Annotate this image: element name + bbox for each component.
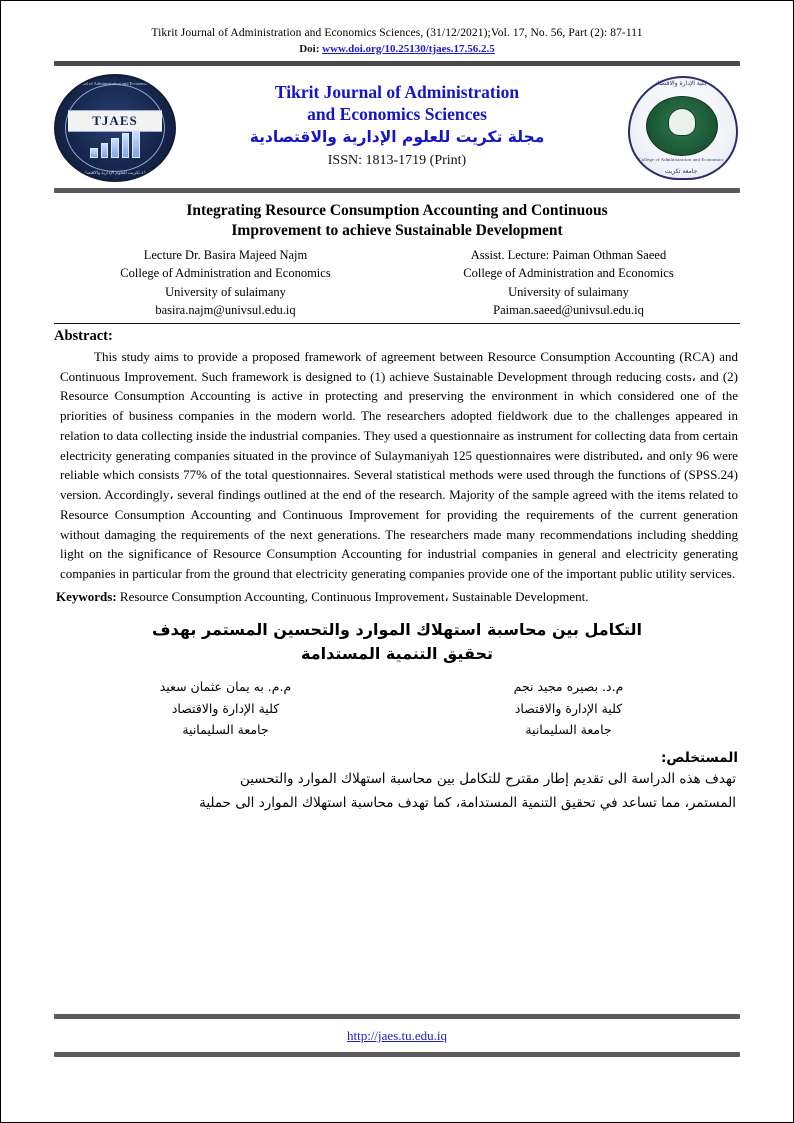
arabic-title xyxy=(84,618,710,666)
arabic-author-2 xyxy=(54,676,397,740)
author-2 xyxy=(397,246,740,319)
masthead-divider xyxy=(54,188,740,193)
seal-ring-text-top: Tikrit Journal of Administration and Economics Sciences xyxy=(63,80,167,86)
journal-title-en-line1: Tikrit Journal of Administration xyxy=(274,81,520,102)
arabic-author-2-university: جامعة السليمانية xyxy=(182,721,269,737)
author-2-name: Assist. Lecture: Paiman Othman Saeed xyxy=(470,248,667,263)
author-2-university: University of sulaimany xyxy=(508,284,629,299)
arabic-abstract-line1: تهدف هذه الدراسة الى تقديم إطار مقترح للتكامل بين محاسبة استهلاك الموارد والتحسين xyxy=(239,771,736,788)
arabic-abstract-label: المستخلص: xyxy=(660,750,738,767)
doi-label: Doi: xyxy=(299,42,320,55)
author-divider xyxy=(54,323,740,324)
keywords-label: Keywords: xyxy=(56,588,117,604)
page-footer xyxy=(54,1014,740,1057)
author-1-name: Lecture Dr. Basira Majeed Najm xyxy=(143,248,308,263)
doi-link[interactable]: www.doi.org/10.25130/tjaes.17.56.2.5 xyxy=(322,42,495,55)
arabic-author-block xyxy=(54,676,740,740)
footer-divider-bottom xyxy=(54,1052,740,1057)
arabic-author-2-college: كلية الإدارة والاقتصاد xyxy=(171,700,280,716)
college-seal-en-bottom: College of Administration and Economics xyxy=(638,156,724,162)
arabic-abstract-text xyxy=(58,768,736,815)
author-1 xyxy=(54,246,397,319)
journal-logo xyxy=(54,74,172,178)
masthead-titles xyxy=(172,82,622,170)
abstract-text: This study aims to provide a proposed framework of agreement between Resource Consumption Accounting (RCA) and Continuous Improvement. Such framework is designed to (1) achieve Sustainable Development through reducing costs، and (2) Resource Consumption Accounting is active in protecting and preserving the environment in which considered one of the priorities of business companies in the modern world. The researchers adopted fieldwork due to the challenges appeared in relation to data collecting inside the industrial companies. They used a questionnaire as instrument for collecting data from certain electricity generating companies situated in the province of Sulaymaniyah 125 questionnaires were distributed، and only 96 were reliable which consists 77% of the total questionnaires. Several statistical methods were used through the functions of (SPSS.24) version. Accordingly، several findings outlined at the end of the research. Majority of the sample agreed with the items related to Resource Consumption Accounting and Continuous Improvement for providing the requirements of the current generation without damaging the requirements of the next generations. The researchers made many recommendations including shedding light on the significance of Resource Consumption Accounting for industrial companies in general and electricity generating companies in particular from the ground that electricity generating companies provide one of the important public utility services. xyxy=(60,348,738,582)
journal-title-ar: مجلة تكريت للعلوم الإدارية والاقتصادية xyxy=(249,128,545,147)
bar-chart-icon xyxy=(90,132,140,158)
journal-issn: ISSN: 1813-1719 (Print) xyxy=(327,153,467,169)
keywords-text: Resource Consumption Accounting, Continuous Improvement، Sustainable Development. xyxy=(119,588,589,604)
arabic-author-1-college: كلية الإدارة والاقتصاد xyxy=(514,700,623,716)
paper-title-line1: Integrating Resource Consumption Accounting and Continuous xyxy=(186,201,608,219)
abstract-label: Abstract: xyxy=(54,327,113,344)
arabic-author-2-name: م.م. به يمان عثمان سعيد xyxy=(159,679,292,695)
author-1-email[interactable]: basira.najm@univsul.edu.iq xyxy=(155,302,296,317)
keywords xyxy=(56,587,738,607)
masthead xyxy=(54,66,740,182)
college-seal-ar-bottom: جامعة تكريت xyxy=(664,167,698,175)
footer-link-row xyxy=(54,1019,740,1052)
arabic-title-line1: التكامل بين محاسبة استهلاك الموارد والتحسين المستمر بهدف xyxy=(152,620,642,640)
paper-title-line2: Improvement to achieve Sustainable Development xyxy=(231,222,563,240)
author-2-college: College of Administration and Economics xyxy=(463,266,674,281)
college-seal-ar-top: كلية الإدارة والاقتصاد xyxy=(655,79,707,87)
arabic-author-1-name: م.د. بصيره مجيد نجم xyxy=(513,679,624,695)
author-block xyxy=(54,246,740,319)
college-logo xyxy=(622,74,740,178)
dome-icon xyxy=(668,108,696,136)
seal-ring-text-bottom: مجلة تكريت للعلوم الإدارية والاقتصادية xyxy=(79,169,151,175)
arabic-author-1 xyxy=(397,676,740,740)
author-1-college: College of Administration and Economics xyxy=(120,266,331,281)
seal-acronym-band xyxy=(68,110,162,132)
author-1-university: University of sulaimany xyxy=(165,284,286,299)
journal-site-link[interactable]: http://jaes.tu.edu.iq xyxy=(346,1028,447,1043)
journal-title-en-line2: and Economics Sciences xyxy=(307,103,487,124)
doi-line xyxy=(54,43,740,55)
page-title xyxy=(72,201,722,243)
journal-citation: Tikrit Journal of Administration and Economics Sciences, (31/12/2021);Vol. 17, No. 56, Part (2): 87-111 xyxy=(151,27,643,39)
arabic-author-1-university: جامعة السليمانية xyxy=(525,721,612,737)
college-seal-icon xyxy=(622,74,740,178)
tjaes-seal-icon xyxy=(54,74,176,182)
seal-acronym: TJAES xyxy=(92,112,138,128)
journal-title-en xyxy=(176,82,618,126)
author-2-email[interactable]: Paiman.saeed@univsul.edu.iq xyxy=(493,302,644,317)
arabic-abstract-line2: المستمر، مما تساعد في تحقيق التنمية المستدامة، كما تهدف محاسبة استهلاك الموارد الى حملية xyxy=(199,794,736,811)
arabic-title-line2: تحقيق التنمية المستدامة xyxy=(300,644,494,664)
